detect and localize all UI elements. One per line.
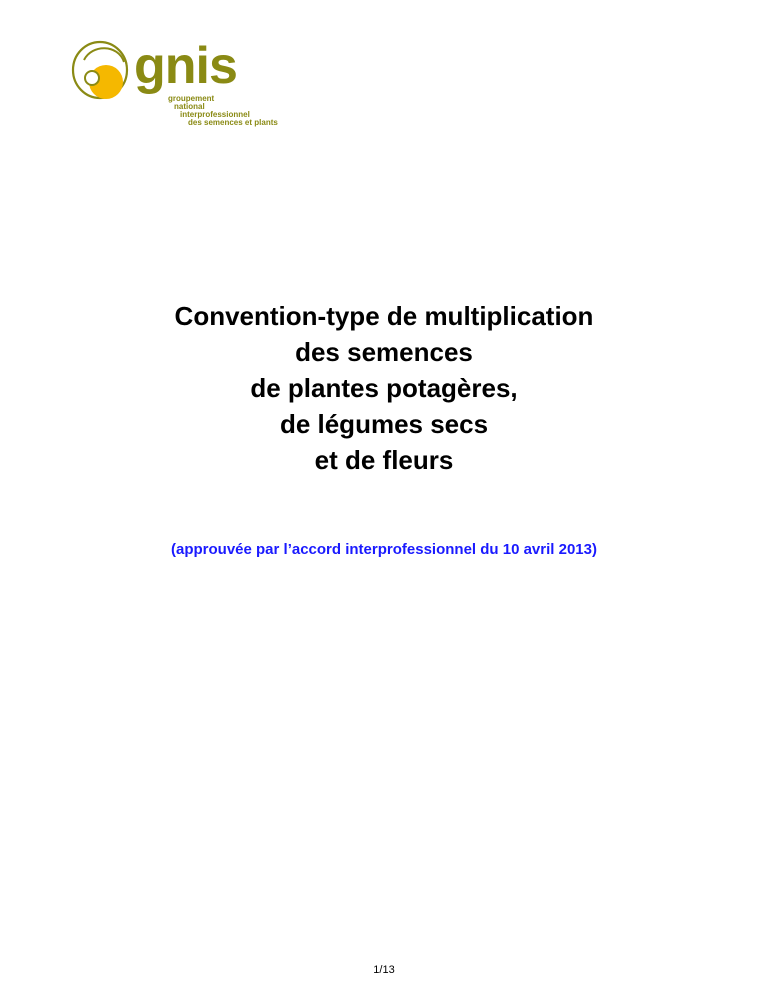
logo-tagline-line: des semences et plants [188, 118, 278, 127]
title-line: de plantes potagères, [250, 373, 518, 403]
title-line: de légumes secs [279, 409, 489, 439]
title-line: et de fleurs [314, 445, 454, 475]
approval-subtitle: (approuvée par l’accord interprofessionnel du 10 avril 2013) [171, 541, 597, 558]
title-line: Convention-type de multiplication [174, 301, 594, 331]
logo-wordmark: gnis [134, 37, 237, 95]
gnis-seed-icon [70, 38, 136, 104]
logo-tagline-line: national [174, 102, 205, 111]
document-title [0, 298, 768, 478]
logo-tagline-line: interprofessionnel [180, 110, 250, 119]
page-number: 1/13 [373, 964, 395, 976]
title-line: des semences [295, 337, 473, 367]
logo-tagline-line: groupement [168, 94, 215, 103]
gnis-logo [70, 38, 300, 138]
